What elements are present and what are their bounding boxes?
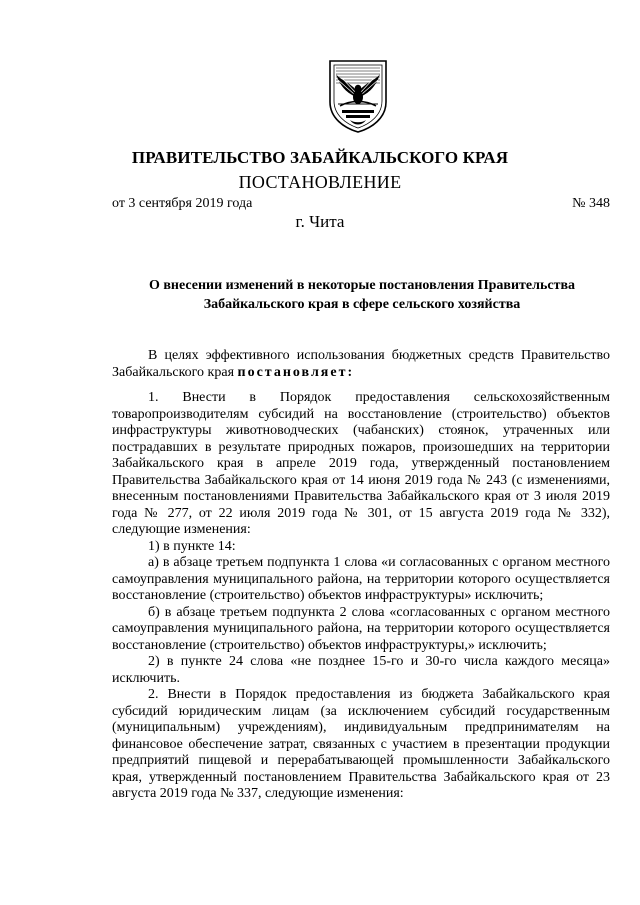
document-subject (112, 276, 612, 314)
preamble-paragraph (112, 348, 610, 381)
subject-line-1: О внесении изменений в некоторые постановления Правительства (148, 278, 576, 293)
subject-line-2: Забайкальского края в сфере сельского хозяйства (203, 297, 521, 312)
government-title: ПРАВИТЕЛЬСТВО ЗАБАЙКАЛЬСКОГО КРАЯ (131, 148, 509, 167)
paragraph-1: 1. Внести в Порядок предоставления сельскохозяйственным товаропроизводителям субсидий на восстановление (строительство) объектов инфраструктуры животноводческих (чабанских) стоянок, утраченных или пострадавших в результате природных пожаров, произошедших на территории Забайкальского края в апреле 2019 года, утвержденный постановлением Правительства Забайкальского края от 14 июня 2019 года № 243 (с изменениями, внесенным постановлениями Правительства Забайкальского края от 3 июля 2019 года № 277, от 22 июля 2019 года № 301, от 15 августа 2019 года № 332), следующие изменения: (112, 390, 610, 537)
paragraph-2: 2. Внести в Порядок предоставления из бюджета Забайкальского края субсидий юридическим лицам (за исключением субсидий государственным (муниципальным) учреждениям), индивидуальным предпринимателям на финансовое обеспечение затрат, связанных с участием в презентации продукции предприятий пищевой и перерабатывающей промышленности Забайкальского края, утвержденный постановлением Правительства Забайкальского края от 23 августа 2019 года № 337, следующие изменения: (112, 687, 610, 801)
preamble-text: В целях эффективного использования бюджетных средств Правительство Забайкальского края (112, 348, 610, 380)
document-body (112, 348, 610, 803)
preamble-keyword: постановляет: (237, 364, 355, 380)
document-number: № 348 (572, 196, 610, 211)
paragraph-1-item-1a: а) в абзаце третьем подпункта 1 слова «и согласованных с органом местного самоуправления муниципального района, на территории которого осуществляется восстановление (строительство) объектов инфраструктуры» исключить; (112, 555, 610, 603)
document-type: ПОСТАНОВЛЕНИЕ (238, 172, 402, 192)
paragraph-1-item-1b: б) в абзаце третьем подпункта 2 слова «согласованных с органом местного самоуправления муниципального района, на территории которого осуществляется восстановление (строительство) объектов инфраструктуры,» исключить; (112, 604, 610, 653)
document-city: г. Чита (295, 212, 345, 231)
paragraph-1-item-1: 1) в пункте 14: (148, 538, 236, 554)
document-date: от 3 сентября 2019 года (112, 196, 253, 211)
paragraph-1-item-2: 2) в пункте 24 слова «не позднее 15-го и 30-го числа каждого месяца» исключить. (112, 654, 610, 686)
zabaykalsky-krai-coat-of-arms-icon (324, 58, 392, 134)
